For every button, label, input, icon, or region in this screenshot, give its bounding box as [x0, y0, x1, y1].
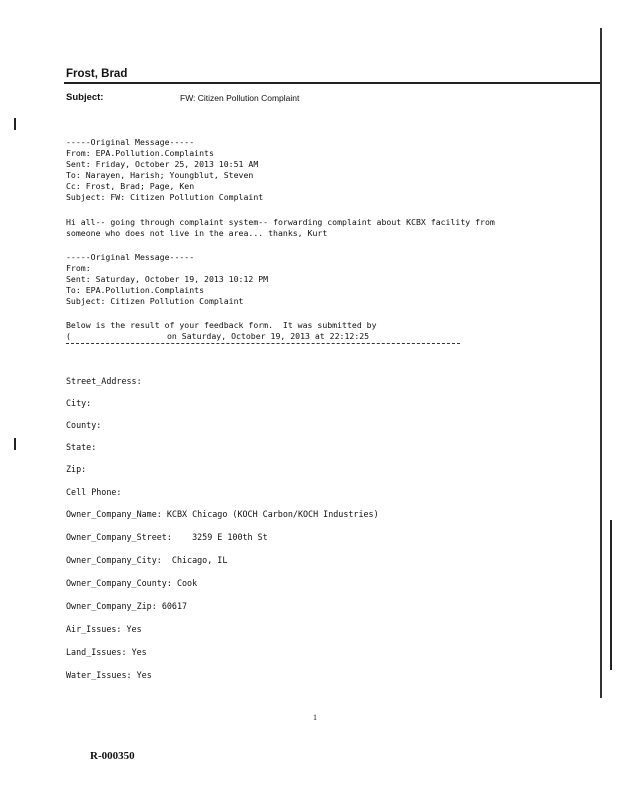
field-row [66, 464, 91, 474]
field-row [66, 398, 96, 408]
field-label: Owner_Company_Name: [66, 509, 162, 519]
feedback-line-1: Below is the result of your feedback form. It was submitted by [66, 320, 377, 330]
field-value: KCBX Chicago (KOCH Carbon/KOCH Industries) [166, 509, 379, 519]
field-value: Yes [136, 670, 152, 680]
field-row [66, 376, 147, 386]
forward-to: To: Narayen, Harish; Youngblut, Steven [66, 170, 254, 180]
field-label: Air_Issues: [66, 624, 122, 634]
forward-from: From: EPA.Pollution.Complaints [66, 148, 214, 158]
scan-mark [14, 118, 16, 130]
feedback-line-2: on Saturday, October 19, 2013 at 22:12:25 [167, 331, 370, 341]
field-label: Owner_Company_City: [66, 555, 162, 565]
forward-sent: Sent: Friday, October 25, 2013 10:51 AM [66, 159, 259, 169]
field-row [66, 555, 227, 565]
field-label: County: [66, 420, 102, 430]
sender-name: Frost, Brad [66, 68, 128, 80]
field-row [66, 670, 152, 680]
bates-number: R-000350 [90, 750, 135, 762]
subject-value: FW: Citizen Pollution Complaint [180, 93, 300, 103]
dashed-separator [66, 343, 460, 344]
original-separator: -----Original Message----- [66, 252, 195, 262]
field-row [66, 532, 268, 542]
original-from: From: [66, 263, 91, 273]
forward-cc: Cc: Frost, Brad; Page, Ken [66, 181, 195, 191]
field-row [66, 442, 101, 452]
forward-separator: -----Original Message----- [66, 137, 195, 147]
field-row [66, 509, 379, 519]
field-value: Yes [126, 624, 142, 634]
redaction-mark: ( [66, 331, 71, 341]
field-label: Zip: [66, 464, 87, 474]
message-line-2: someone who does not live in the area... thanks, Kurt [66, 228, 328, 238]
field-label: Cell Phone: [66, 487, 122, 497]
message-line-1: Hi all-- going through complaint system-- forwarding complaint about KCBX facility from [66, 217, 495, 227]
forward-subject: Subject: FW: Citizen Pollution Complaint [66, 192, 264, 202]
scan-edge-line [610, 520, 612, 670]
field-value: Chicago, IL [171, 555, 228, 565]
field-label: Owner_Company_Street: [66, 532, 172, 542]
field-value: Yes [131, 647, 147, 657]
field-label: Owner_Company_County: [66, 578, 172, 588]
subject-label: Subject: [66, 92, 104, 103]
field-value: Cook [176, 578, 198, 588]
original-sent: Sent: Saturday, October 19, 2013 10:12 PM [66, 274, 269, 284]
field-value: 3259 E 100th St [192, 532, 268, 542]
original-subject: Subject: Citizen Pollution Complaint [66, 296, 244, 306]
header-rule [64, 82, 600, 84]
field-row [66, 647, 147, 657]
field-row [66, 578, 197, 588]
field-label: Land_Issues: [66, 647, 127, 657]
field-row [66, 601, 187, 611]
page-number: 1 [313, 713, 317, 722]
field-label: City: [66, 398, 92, 408]
field-value: 60617 [161, 601, 188, 611]
field-row [66, 624, 142, 634]
field-row [66, 487, 127, 497]
field-label: Water_Issues: [66, 670, 132, 680]
field-row [66, 420, 106, 430]
scan-edge-line [600, 28, 602, 698]
field-label: State: [66, 442, 97, 452]
field-label: Owner_Company_Zip: [66, 601, 157, 611]
field-label: Street_Address: [66, 376, 142, 386]
scan-mark [14, 438, 16, 450]
original-to: To: EPA.Pollution.Complaints [66, 285, 205, 295]
